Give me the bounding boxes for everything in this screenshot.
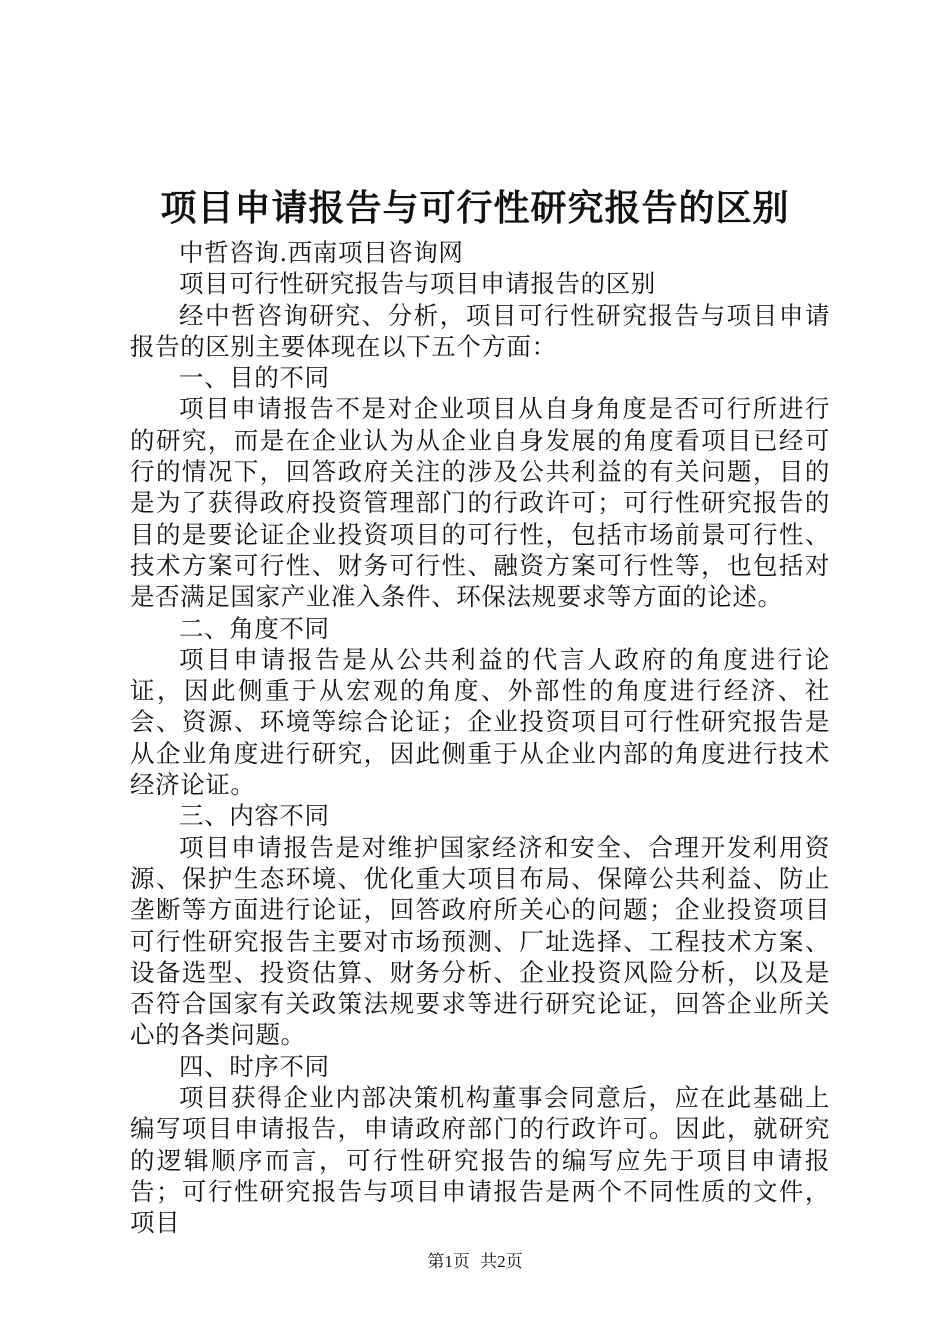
paragraph: 项目申请报告是从公共利益的代言人政府的角度进行论证，因此侧重于从宏观的角度、外部性的角度进行经济、社会、资源、环境等综合论证；企业投资项目可行性研究报告是从企业角度进行研究，因此侧重于从企业内部的角度进行技术经济论证。 <box>130 644 830 800</box>
page-footer <box>0 1247 950 1272</box>
document-body <box>130 237 830 1239</box>
section-heading: 一、目的不同 <box>179 363 330 393</box>
paragraph: 项目获得企业内部决策机构董事会同意后，应在此基础上编写项目申请报告，申请政府部门的行政许可。因此，就研究的逻辑顺序而言，可行性研究报告的编写应先于项目申请报告；可行性研究报告与项目申请报告是两个不同性质的文件，项目 <box>130 1083 830 1238</box>
paragraph: 项目申请报告不是对企业项目从自身角度是否可行所进行的研究，而是在企业认为从企业自身发展的角度看项目已经可行的情况下，回答政府关注的涉及公共利益的有关问题，目的是为了获得政府投资管理部门的行政许可；可行性研究报告的目的是要论证企业投资项目的可行性，包括市场前景可行性、技术方案可行性、财务可行性、融资方案可行性等，也包括对是否满足国家产业准入条件、环保法规要求等方面的论述。 <box>130 394 830 612</box>
section-heading: 二、角度不同 <box>179 613 330 643</box>
section-heading: 三、内容不同 <box>179 801 330 831</box>
page-total: 共2页 <box>480 1252 523 1271</box>
section-heading: 四、时序不同 <box>179 1051 330 1081</box>
page-number: 第1页 <box>427 1252 470 1271</box>
paragraph-subtitle: 项目可行性研究报告与项目申请报告的区别 <box>179 269 656 299</box>
paragraph-source: 中哲咨询.西南项目咨询网 <box>179 238 464 267</box>
document-title: 项目申请报告与可行性研究报告的区别 <box>160 187 790 229</box>
paragraph: 项目申请报告是对维护国家经济和安全、合理开发利用资源、保护生态环境、优化重大项目布局、保障公共利益、防止垄断等方面进行论证，回答政府所关心的问题；企业投资项目可行性研究报告主要对市场预测、厂址选择、工程技术方案、设备选型、投资估算、财务分析、企业投资风险分析，以及是否符合国家有关政策法规要求等进行研究论证，回答企业所关心的各类问题。 <box>130 832 830 1050</box>
paragraph-intro: 经中哲咨询研究、分析，项目可行性研究报告与项目申请报告的区别主要体现在以下五个方面： <box>130 300 830 361</box>
